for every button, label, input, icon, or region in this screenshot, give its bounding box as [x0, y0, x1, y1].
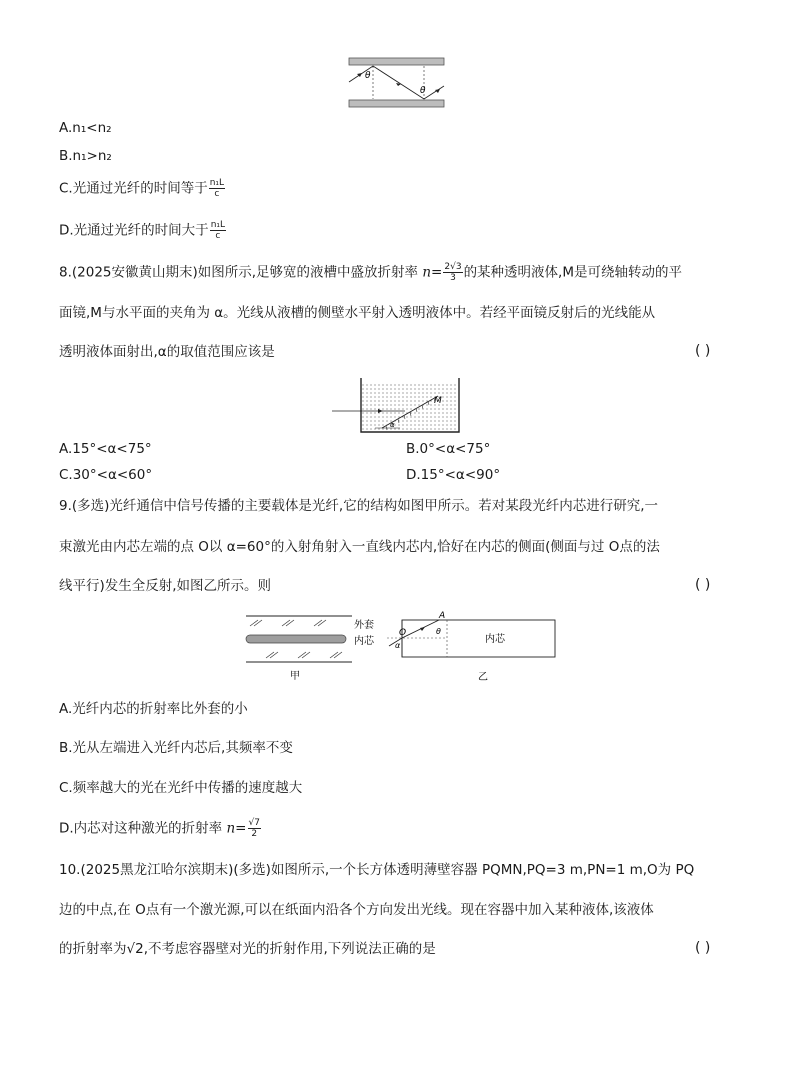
q9-stem-line3: 线平行)发生全反射,如图乙所示。则	[59, 578, 272, 594]
q7-option-d	[59, 220, 227, 241]
alpha-label: α	[390, 421, 395, 429]
q9-answer-paren: ( )	[695, 577, 711, 593]
q9-option-d-fraction: $\frac{√7}{2}$	[248, 818, 260, 839]
label-yi: 乙	[478, 672, 488, 683]
q10-stem-line3: 的折射率为√2,不考虑容器壁对光的折射作用,下列说法正确的是	[59, 941, 436, 957]
q8-answer-paren: ( )	[695, 343, 711, 359]
q8-option-d: D.15°<α<90°	[406, 467, 501, 483]
q8-stem-line1: 8.(2025安徽黄山期末)如图所示,足够宽的液槽中盛放折射率 n= $\frac{2√3}{3}$ 的某种透明液体,M是可绕轴转动的平	[59, 262, 683, 283]
point-o-label: O	[399, 628, 407, 638]
alpha-angle-label: α	[395, 641, 401, 650]
fiber-core-refraction-figure	[385, 608, 560, 686]
q7-option-b: B.n₁>n₂	[59, 148, 112, 164]
q8-option-b: B.0°<α<75°	[406, 441, 491, 457]
mirror-m-label: M	[434, 396, 442, 406]
theta-angle-label: θ	[436, 627, 441, 636]
q9-stem-line2: 束激光由内芯左端的点 O以 α=60°的入射角射入一直线内芯内,恰好在内芯的侧面(侧面与过 O点的法	[59, 539, 660, 555]
q9-stem-line1: 9.(多选)光纤通信中信号传播的主要载体是光纤,它的结构如图甲所示。若对某段光纤内芯进行研究,一	[59, 498, 658, 514]
q7-option-d-fraction: $\frac{\text{n₁L}}{c}$	[210, 220, 226, 241]
q10-stem-line1: 10.(2025黑龙江哈尔滨期末)(多选)如图所示,一个长方体透明薄壁容器 PQMN,PQ=3 m,PN=1 m,O为 PQ	[59, 862, 695, 878]
q7-option-c-text: C.光通过光纤的时间等于	[59, 180, 208, 197]
q8-option-c: C.30°<α<60°	[59, 467, 153, 483]
theta-right-label: θ	[420, 86, 426, 96]
q8-stem-line3: 透明液体面射出,α的取值范围应该是	[59, 344, 275, 360]
q8-stem-line2: 面镜,M与水平面的夹角为 α。光线从液槽的侧壁水平射入透明液体中。若经平面镜反射后的光线能从	[59, 305, 656, 321]
liquid-tank-figure	[330, 376, 464, 436]
q9-option-d-text: D.内芯对这种激光的折射率	[59, 820, 223, 837]
q7-option-d-text: D.光通过光纤的时间大于	[59, 222, 209, 239]
q9-option-c: C.频率越大的光在光纤中传播的速度越大	[59, 780, 303, 796]
q7-option-c	[59, 178, 226, 199]
fiber-reflection-figure	[346, 56, 448, 110]
q9-option-a: A.光纤内芯的折射率比外套的小	[59, 701, 248, 717]
q8-option-a: A.15°<α<75°	[59, 441, 152, 457]
q8-n-fraction: $\frac{2√3}{3}$	[444, 262, 462, 283]
label-waitao: 外套	[354, 620, 374, 631]
q9-option-d: D.内芯对这种激光的折射率 n= $\frac{√7}{2}$	[59, 818, 260, 839]
q7-option-a: A.n₁<n₂	[59, 120, 112, 136]
q10-stem-line2: 边的中点,在 O点有一个激光源,可以在纸面内沿各个方向发出光线。现在容器中加入某种液体,该液体	[59, 902, 654, 918]
point-a-label: A	[439, 611, 446, 621]
q10-answer-paren: ( )	[695, 940, 711, 956]
fiber-structure-figure	[238, 611, 380, 683]
theta-left-label: θ	[365, 71, 371, 81]
core-box-label: 内芯	[485, 634, 505, 645]
label-jia: 甲	[290, 671, 300, 682]
label-neixin: 内芯	[354, 636, 374, 647]
q7-option-c-fraction: $\frac{\text{n₁L}}{c}$	[209, 178, 225, 199]
q9-option-b: B.光从左端进入光纤内芯后,其频率不变	[59, 740, 293, 756]
